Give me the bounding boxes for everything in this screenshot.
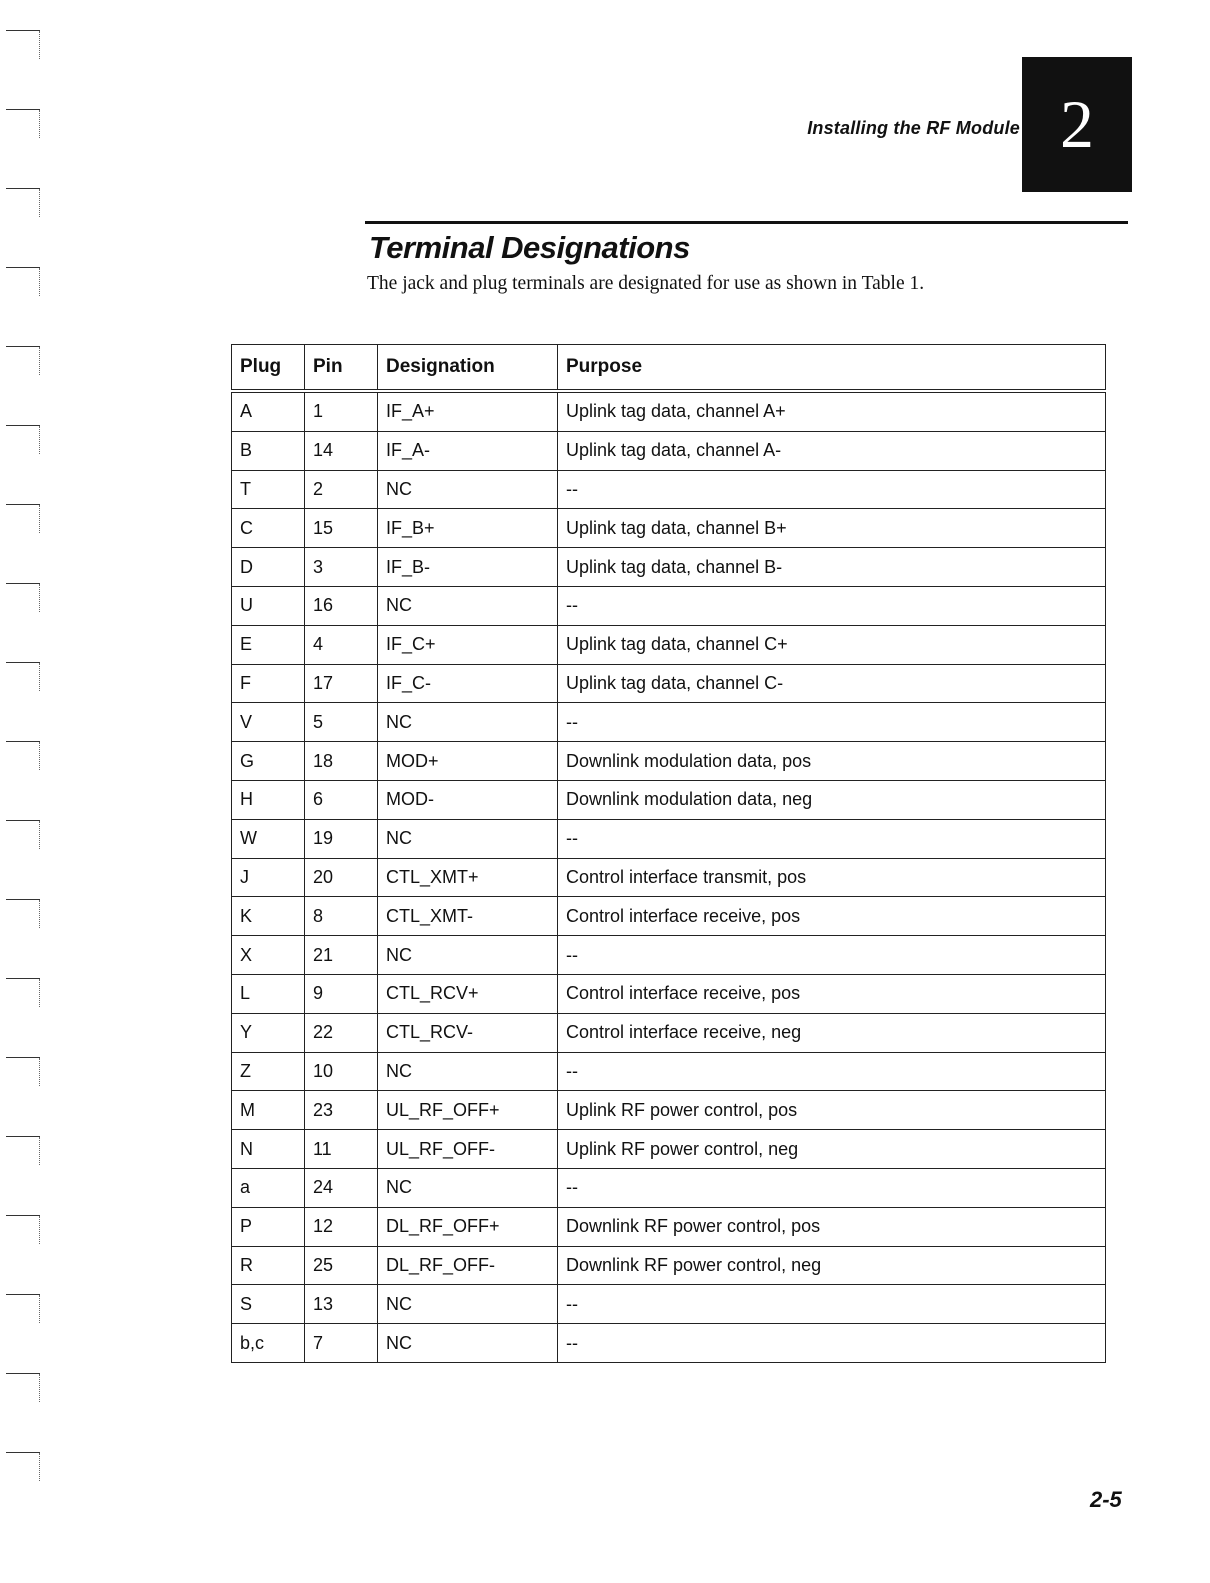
- designation-cell: NC: [378, 703, 558, 742]
- plug-cell: P: [232, 1207, 305, 1246]
- table-row: [232, 548, 1106, 587]
- plug-cell: X: [232, 936, 305, 975]
- plug-cell: A: [232, 391, 305, 431]
- plug-cell: F: [232, 664, 305, 703]
- table-row: [232, 1285, 1106, 1324]
- table-row: [232, 780, 1106, 819]
- table-row: [232, 897, 1106, 936]
- designation-cell: IF_C-: [378, 664, 558, 703]
- binder-mark: [6, 267, 40, 269]
- pin-cell: 17: [305, 664, 378, 703]
- purpose-cell: --: [558, 703, 1106, 742]
- pin-cell: 1: [305, 391, 378, 431]
- column-header-pin: Pin: [305, 345, 378, 392]
- purpose-cell: --: [558, 1324, 1106, 1363]
- pin-cell: 16: [305, 586, 378, 625]
- designation-cell: CTL_XMT-: [378, 897, 558, 936]
- binder-mark: [6, 978, 40, 980]
- plug-cell: H: [232, 780, 305, 819]
- table-row: [232, 703, 1106, 742]
- section-title: Terminal Designations: [369, 230, 690, 265]
- plug-cell: V: [232, 703, 305, 742]
- purpose-cell: --: [558, 936, 1106, 975]
- binder-mark: [6, 188, 40, 190]
- designation-cell: CTL_RCV-: [378, 1013, 558, 1052]
- table-row: [232, 1091, 1106, 1130]
- plug-cell: S: [232, 1285, 305, 1324]
- plug-cell: J: [232, 858, 305, 897]
- table-row: [232, 1324, 1106, 1363]
- binder-mark: [6, 1136, 40, 1138]
- pin-cell: 4: [305, 625, 378, 664]
- purpose-cell: Control interface receive, pos: [558, 974, 1106, 1013]
- designation-cell: IF_B-: [378, 548, 558, 587]
- designation-cell: UL_RF_OFF-: [378, 1130, 558, 1169]
- binder-hole-marks: [0, 30, 50, 1530]
- terminal-designations-table: [231, 344, 1106, 1363]
- pin-cell: 23: [305, 1091, 378, 1130]
- chapter-header-title: Installing the RF Module: [807, 118, 1020, 138]
- binder-mark: [6, 30, 40, 32]
- plug-cell: U: [232, 586, 305, 625]
- pin-cell: 15: [305, 509, 378, 548]
- designation-cell: MOD-: [378, 780, 558, 819]
- column-header-designation: Designation: [378, 345, 558, 392]
- purpose-cell: Uplink tag data, channel C+: [558, 625, 1106, 664]
- binder-mark: [6, 1452, 40, 1454]
- table-row: [232, 391, 1106, 431]
- pin-cell: 20: [305, 858, 378, 897]
- table-row: [232, 470, 1106, 509]
- pin-cell: 9: [305, 974, 378, 1013]
- binder-mark: [6, 109, 40, 111]
- purpose-cell: Uplink tag data, channel C-: [558, 664, 1106, 703]
- pin-cell: 11: [305, 1130, 378, 1169]
- plug-cell: M: [232, 1091, 305, 1130]
- binder-mark: [6, 820, 40, 822]
- table-row: [232, 1130, 1106, 1169]
- purpose-cell: Downlink RF power control, neg: [558, 1246, 1106, 1285]
- plug-cell: a: [232, 1168, 305, 1207]
- pin-cell: 8: [305, 897, 378, 936]
- designation-cell: IF_C+: [378, 625, 558, 664]
- purpose-cell: Uplink tag data, channel A+: [558, 391, 1106, 431]
- designation-cell: NC: [378, 1324, 558, 1363]
- plug-cell: E: [232, 625, 305, 664]
- table-row: [232, 1013, 1106, 1052]
- pin-cell: 6: [305, 780, 378, 819]
- purpose-cell: --: [558, 1285, 1106, 1324]
- purpose-cell: Control interface receive, neg: [558, 1013, 1106, 1052]
- page-number: 2-5: [1090, 1487, 1122, 1512]
- pin-cell: 22: [305, 1013, 378, 1052]
- binder-mark: [6, 504, 40, 506]
- table-row: [232, 664, 1106, 703]
- purpose-cell: --: [558, 470, 1106, 509]
- designation-cell: NC: [378, 1285, 558, 1324]
- table-row: [232, 586, 1106, 625]
- purpose-cell: Downlink RF power control, pos: [558, 1207, 1106, 1246]
- table-row: [232, 1207, 1106, 1246]
- designation-cell: DL_RF_OFF+: [378, 1207, 558, 1246]
- purpose-cell: Uplink tag data, channel B-: [558, 548, 1106, 587]
- plug-cell: D: [232, 548, 305, 587]
- table-row: [232, 1246, 1106, 1285]
- purpose-cell: Downlink modulation data, neg: [558, 780, 1106, 819]
- designation-cell: NC: [378, 936, 558, 975]
- header-rule: [365, 221, 1128, 224]
- binder-mark: [6, 1215, 40, 1217]
- designation-cell: NC: [378, 470, 558, 509]
- table-row: [232, 742, 1106, 781]
- pin-cell: 24: [305, 1168, 378, 1207]
- binder-mark: [6, 425, 40, 427]
- pin-cell: 19: [305, 819, 378, 858]
- plug-cell: Z: [232, 1052, 305, 1091]
- plug-cell: Y: [232, 1013, 305, 1052]
- purpose-cell: Uplink RF power control, pos: [558, 1091, 1106, 1130]
- plug-cell: L: [232, 974, 305, 1013]
- chapter-number-tab: [1022, 57, 1132, 192]
- designation-cell: NC: [378, 819, 558, 858]
- purpose-cell: Uplink tag data, channel A-: [558, 431, 1106, 470]
- purpose-cell: Uplink RF power control, neg: [558, 1130, 1106, 1169]
- pin-cell: 21: [305, 936, 378, 975]
- designation-cell: CTL_RCV+: [378, 974, 558, 1013]
- purpose-cell: --: [558, 819, 1106, 858]
- column-header-plug: Plug: [232, 345, 305, 392]
- column-header-purpose: Purpose: [558, 345, 1106, 392]
- designation-cell: NC: [378, 586, 558, 625]
- pin-cell: 18: [305, 742, 378, 781]
- purpose-cell: Downlink modulation data, pos: [558, 742, 1106, 781]
- designation-cell: NC: [378, 1168, 558, 1207]
- purpose-cell: Control interface receive, pos: [558, 897, 1106, 936]
- chapter-number: 2: [1060, 86, 1094, 162]
- table-row: [232, 974, 1106, 1013]
- binder-mark: [6, 741, 40, 743]
- binder-mark: [6, 583, 40, 585]
- purpose-cell: --: [558, 1052, 1106, 1091]
- table-row: [232, 936, 1106, 975]
- plug-cell: W: [232, 819, 305, 858]
- designation-cell: MOD+: [378, 742, 558, 781]
- binder-mark: [6, 899, 40, 901]
- table-row: [232, 431, 1106, 470]
- pin-cell: 7: [305, 1324, 378, 1363]
- plug-cell: G: [232, 742, 305, 781]
- binder-mark: [6, 1373, 40, 1375]
- pin-cell: 5: [305, 703, 378, 742]
- section-intro: The jack and plug terminals are designated for use as shown in Table 1.: [367, 273, 925, 294]
- pin-cell: 2: [305, 470, 378, 509]
- pin-cell: 25: [305, 1246, 378, 1285]
- pin-cell: 13: [305, 1285, 378, 1324]
- designation-cell: DL_RF_OFF-: [378, 1246, 558, 1285]
- designation-cell: CTL_XMT+: [378, 858, 558, 897]
- pin-cell: 12: [305, 1207, 378, 1246]
- plug-cell: N: [232, 1130, 305, 1169]
- purpose-cell: Uplink tag data, channel B+: [558, 509, 1106, 548]
- designation-cell: IF_B+: [378, 509, 558, 548]
- table-row: [232, 819, 1106, 858]
- table-header-row: [232, 345, 1106, 392]
- plug-cell: T: [232, 470, 305, 509]
- table-row: [232, 858, 1106, 897]
- table-row: [232, 1168, 1106, 1207]
- table-row: [232, 1052, 1106, 1091]
- table-row: [232, 625, 1106, 664]
- purpose-cell: Control interface transmit, pos: [558, 858, 1106, 897]
- plug-cell: C: [232, 509, 305, 548]
- pin-cell: 14: [305, 431, 378, 470]
- designation-cell: IF_A+: [378, 391, 558, 431]
- plug-cell: R: [232, 1246, 305, 1285]
- designation-cell: UL_RF_OFF+: [378, 1091, 558, 1130]
- purpose-cell: --: [558, 1168, 1106, 1207]
- designation-cell: IF_A-: [378, 431, 558, 470]
- plug-cell: b,c: [232, 1324, 305, 1363]
- plug-cell: B: [232, 431, 305, 470]
- designation-cell: NC: [378, 1052, 558, 1091]
- pin-cell: 10: [305, 1052, 378, 1091]
- binder-mark: [6, 662, 40, 664]
- binder-mark: [6, 1294, 40, 1296]
- binder-mark: [6, 1057, 40, 1059]
- purpose-cell: --: [558, 586, 1106, 625]
- pin-cell: 3: [305, 548, 378, 587]
- binder-mark: [6, 346, 40, 348]
- plug-cell: K: [232, 897, 305, 936]
- table-row: [232, 509, 1106, 548]
